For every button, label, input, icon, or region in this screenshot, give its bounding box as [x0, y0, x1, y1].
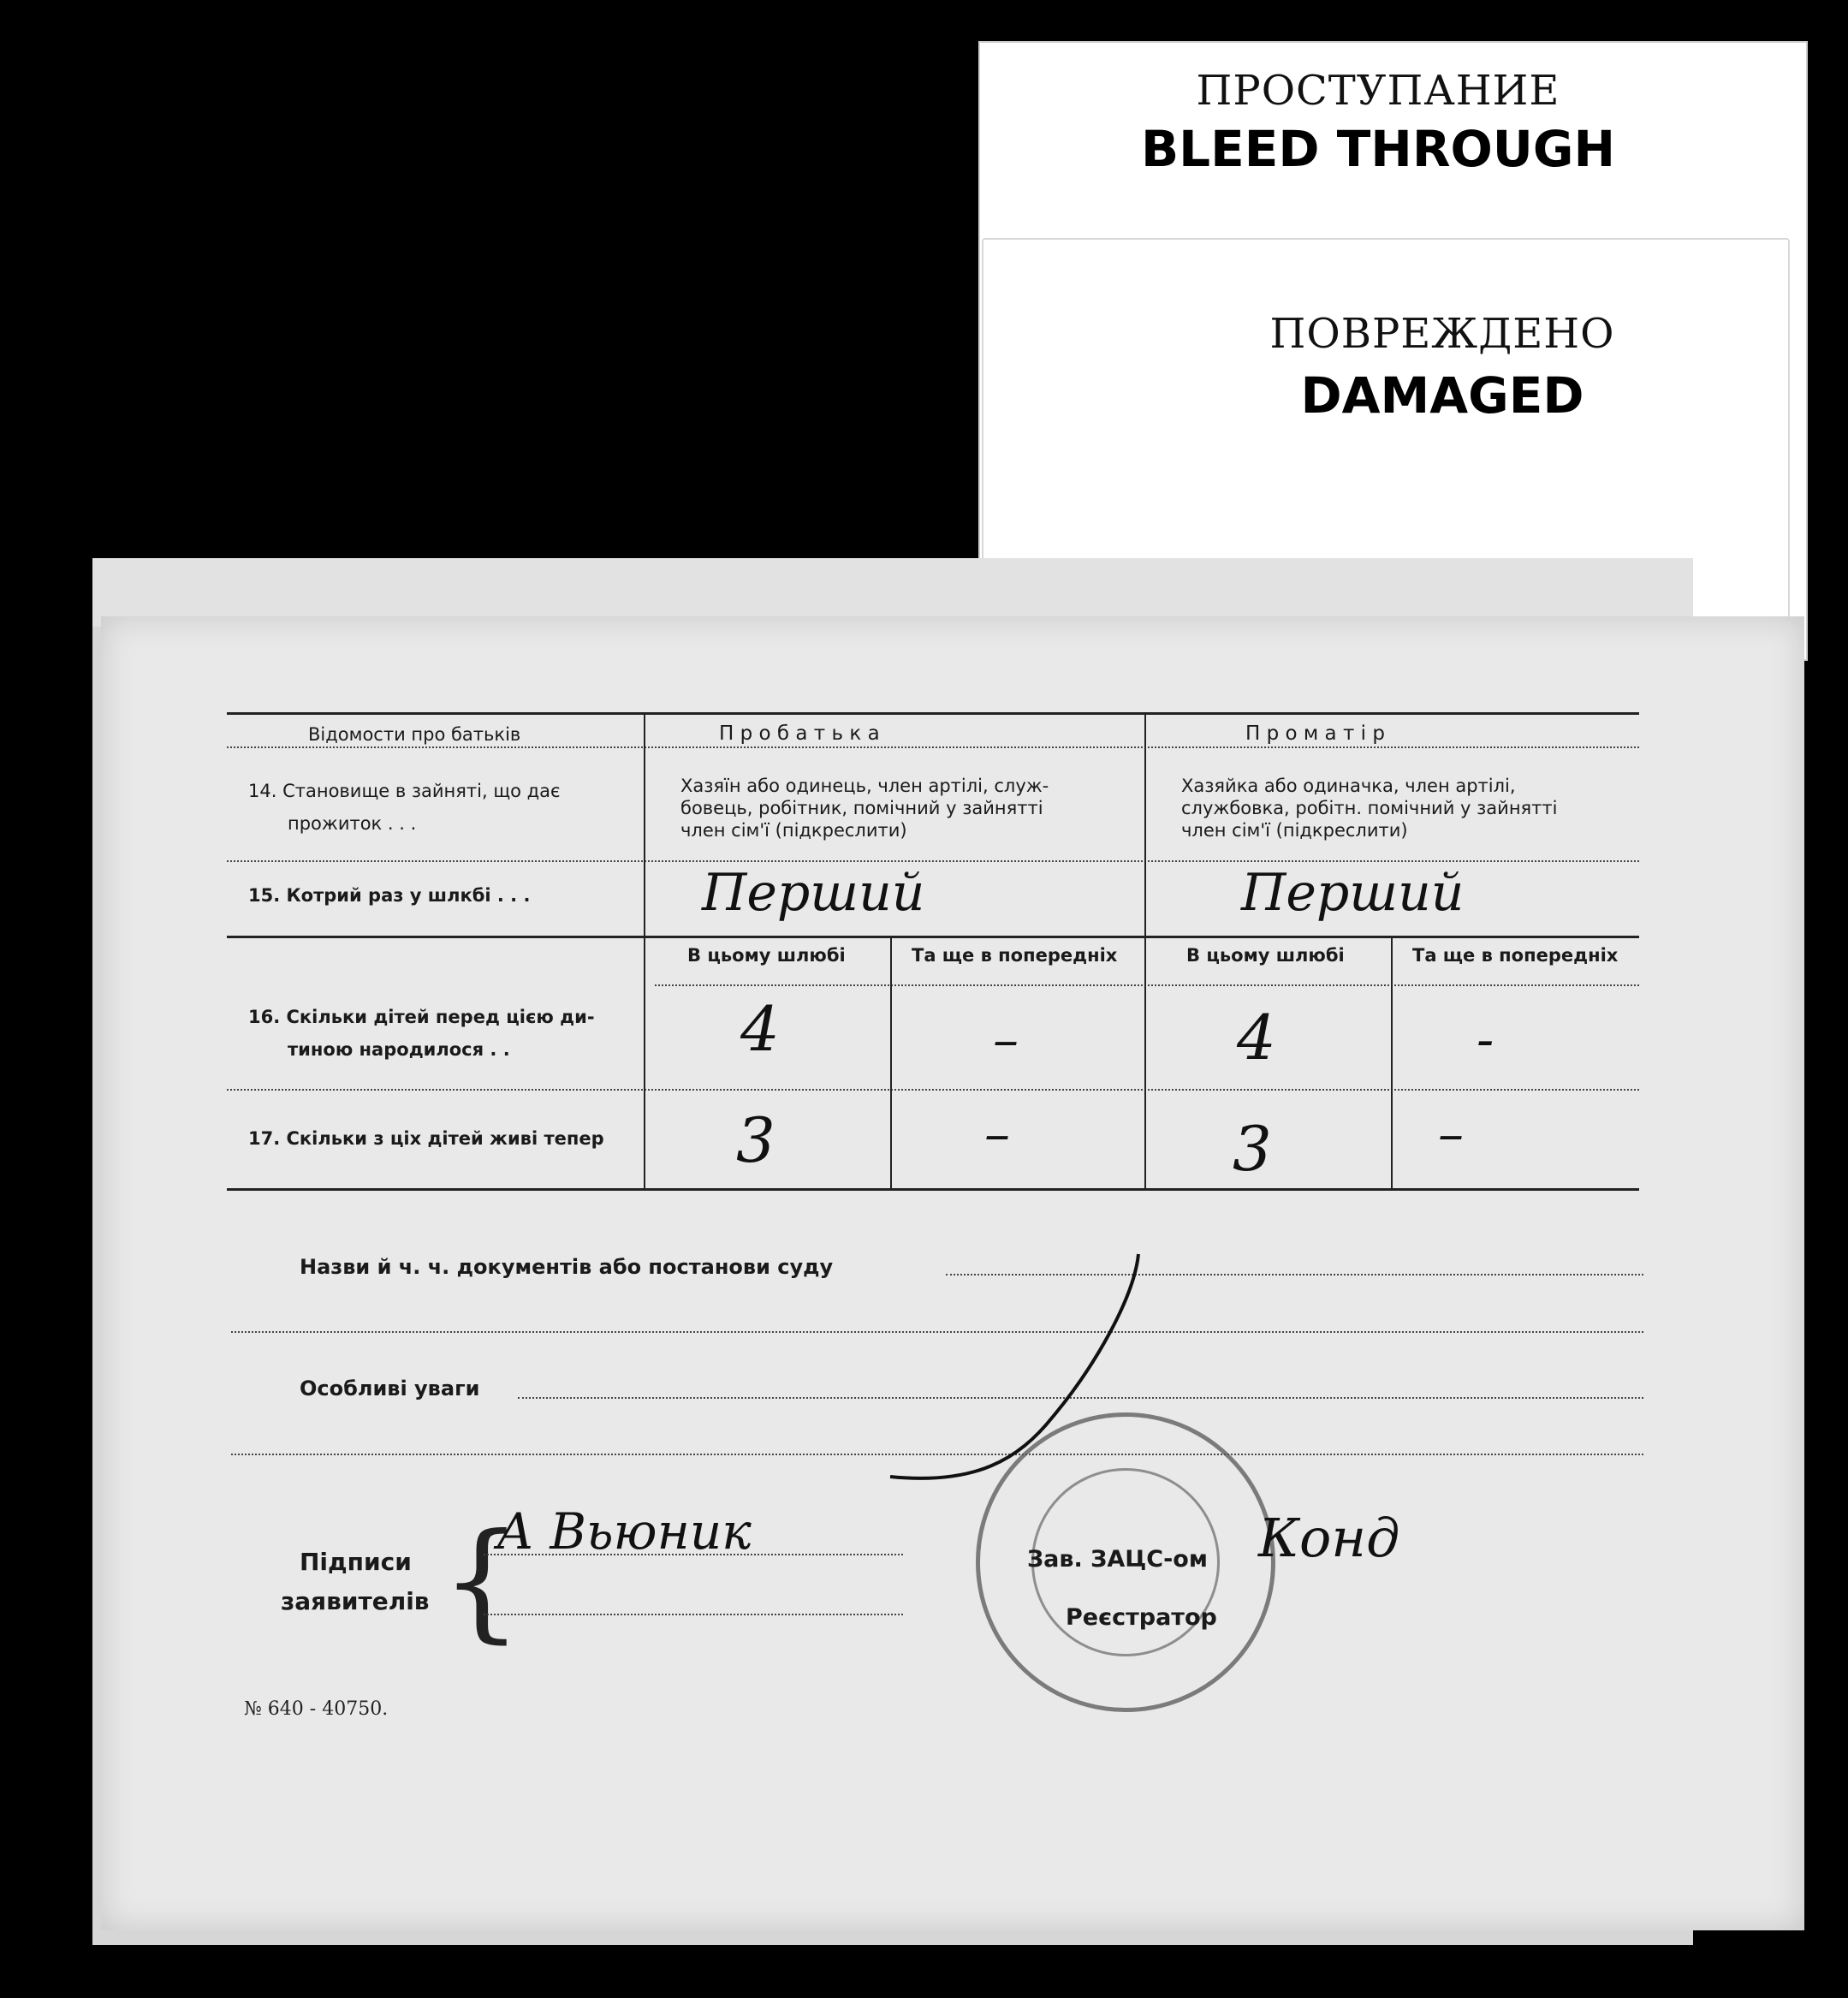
signature-line-1 — [484, 1554, 903, 1555]
row14-mother-line1: Хазяйка або одиначка, член артілі, — [1181, 776, 1516, 796]
row14-mother-line3: член сім'ї (підкреслити) — [1181, 820, 1408, 841]
column-rule — [1144, 714, 1146, 1188]
subhead-mother-previous: Та ще в попередніх — [1412, 945, 1619, 966]
row-divider — [227, 1089, 1639, 1091]
row17-father-prev-value: – — [984, 1104, 1010, 1164]
row16-father-prev-value: – — [993, 1010, 1019, 1070]
row14-mother-line2: службовка, робітн. помічний у зайнятті — [1181, 798, 1558, 818]
row14-label-line1: 14. Становище в зайняті, що дає — [248, 781, 561, 801]
row-divider — [227, 860, 1639, 862]
row16-mother-prev-value: - — [1477, 1010, 1494, 1070]
row17-mother-prev-value: – — [1438, 1104, 1464, 1164]
row15-mother-handwriting: Перший — [1241, 863, 1465, 923]
row15-father-handwriting: Перший — [702, 863, 925, 923]
signature-line-2 — [484, 1614, 903, 1615]
row14-label-line2: прожиток . . . — [288, 813, 417, 834]
row-divider — [655, 984, 1639, 986]
notes-label: Особливі уваги — [300, 1377, 480, 1400]
row17-mother-this-value: 3 — [1233, 1113, 1272, 1185]
documents-label: Назви й ч. ч. документів або постанови суду — [300, 1255, 834, 1279]
row14-father-line2: бовець, робітник, помічний у зайнятті — [680, 798, 1043, 818]
row15-label: 15. Котрий раз у шлкбі . . . — [248, 885, 531, 906]
header-parents: Відомости про батьків — [308, 724, 521, 745]
damaged-label-en: DAMAGED — [1300, 366, 1584, 425]
row14-father-line3: член сім'ї (підкреслити) — [680, 820, 907, 841]
head-label: Зав. ЗАЦС-ом — [1027, 1546, 1208, 1573]
bleed-through-label-ru: ПРОСТУПАНИЕ — [1196, 67, 1560, 115]
registrar-label: Реєстратор — [1066, 1604, 1217, 1631]
row17-label: 17. Скільки з ціх дітей живі тепер — [248, 1128, 604, 1149]
head-signature: Конд — [1258, 1507, 1400, 1569]
signatures-brace: { — [441, 1507, 523, 1656]
subhead-mother-this: В цьому шлюбі — [1186, 945, 1345, 966]
table-top-rule — [227, 712, 1639, 715]
row16-label-line2: тиною народилося . . — [288, 1039, 510, 1060]
column-rule — [644, 714, 645, 1188]
bleed-through-label-en: BLEED THROUGH — [1140, 120, 1616, 178]
subhead-father-this: В цьому шлюбі — [687, 945, 846, 966]
subhead-father-previous: Та ще в попередніх — [912, 945, 1118, 966]
row17-father-this-value: 3 — [736, 1104, 775, 1176]
row14-father-line1: Хазяїн або одинець, член артілі, служ- — [680, 776, 1049, 796]
applicant-signature: А Вьюник — [496, 1502, 752, 1561]
row-divider — [227, 746, 1639, 748]
table-mid-rule — [227, 936, 1639, 938]
signatures-label-line2: заявителів — [281, 1587, 430, 1615]
form-number: № 640 - 40750. — [244, 1698, 389, 1720]
row16-label-line1: 16. Скільки дітей перед цією ди- — [248, 1007, 595, 1027]
row16-mother-this-value: 4 — [1237, 1002, 1276, 1073]
row16-father-this-value: 4 — [740, 993, 780, 1065]
header-mother: П р о м а т і р — [1245, 722, 1385, 745]
damaged-label-ru: ПОВРЕЖДЕНО — [1269, 310, 1615, 358]
signatures-label-line1: Підписи — [300, 1548, 412, 1576]
column-rule — [1391, 937, 1393, 1188]
header-father: П р о б а т ь к а — [719, 722, 880, 745]
column-rule — [890, 937, 892, 1188]
table-bottom-rule — [227, 1188, 1639, 1191]
